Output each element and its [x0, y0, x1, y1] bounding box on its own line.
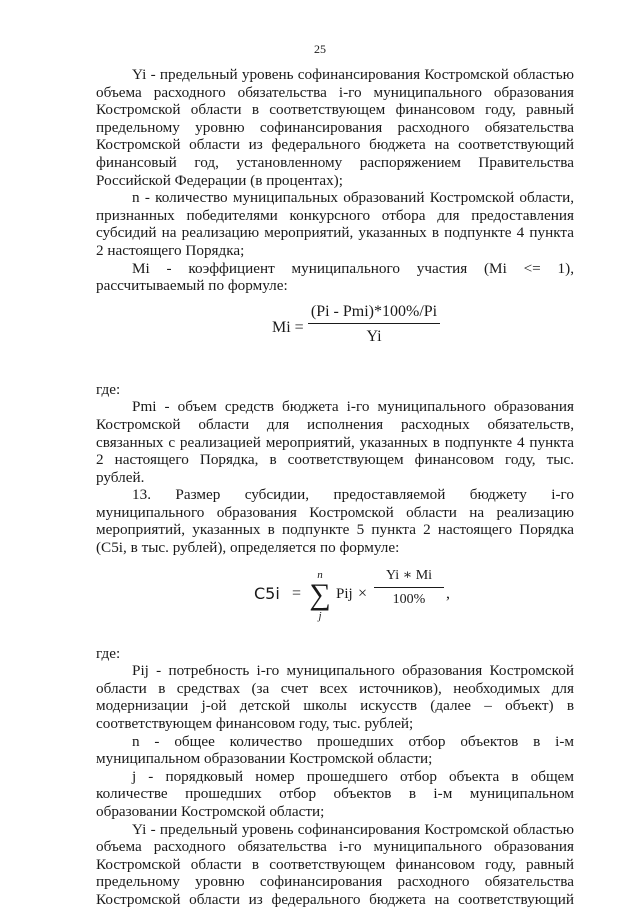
formula-c5i-term: Pij [336, 585, 353, 602]
sum-lower-limit: j [318, 609, 322, 622]
paragraph-pmi-definition: Pmi - объем средств бюджета i-го муниципального образования Костромской области для исполнения расходных обязательств, связанных с реализацией мероприятий, указанных в подпункте 4 пункта 2 настоящего Порядка, в соответствующем финансовом году, тыс. рублей. [96, 398, 574, 486]
sigma-symbol: ∑ [309, 577, 331, 611]
formula-c5i-comma: , [446, 584, 450, 602]
where-label: где: [96, 644, 121, 662]
formula-c5i-fraction [374, 567, 444, 609]
paragraph-yi-definition-repeat: Yi - предельный уровень софинансирования Костромской областью объема расходного обязательства i-го муниципального образования Костромской области в соответствующем финансовом году, равный предельному уровню софинансирования расходного обязательства Костромской области из федерального бюджета на соответствующий [96, 820, 574, 908]
formula-c5i-denominator: 100% [392, 592, 426, 608]
formula-mi-lhs: Mi = [272, 318, 304, 336]
sum-upper-limit: n [317, 568, 323, 581]
paragraph-n-count-definition: n - общее количество прошедших отбор объектов в i-м муниципальном образовании Костромской области; [96, 732, 574, 768]
page-number: 25 [314, 42, 326, 56]
formula-c5i-lhs: C5i [254, 583, 280, 603]
paragraph-item-13: 13. Размер субсидии, предоставляемой бюджету i-го муниципального образования Костромской области на реализацию мероприятий, указанных в подпункте 5 пункта 2 настоящего Порядка (C5i, в тыс. рублей), определяется по формуле: [96, 486, 574, 557]
paragraph-j-definition: j - порядковый номер прошедшего отбор объекта в общем количестве прошедших отбор объектов в i-м муниципальном образовании Костромской области; [96, 767, 574, 820]
formula-c5i [96, 559, 574, 635]
formula-c5i-equals: = [292, 584, 302, 602]
fraction-bar [374, 587, 444, 588]
where-label: где: [96, 380, 121, 398]
paragraph-yi-definition: Yi - предельный уровень софинансирования Костромской областью объема расходного обязательства i-го муниципального образования Костромской области в соответствующем финансовом году, равный предельному уровню софинансирования расходного обязательства Костромской области из федерального бюджета на соответствующий финансовый год, установленному распоряжением Правительства Российской Федерации (в процентах); [96, 66, 574, 189]
formula-mi-denominator: Yi [366, 328, 382, 346]
formula-mi-numerator: (Pi - Pmi)*100%/Pi [310, 302, 438, 320]
formula-mi [96, 299, 574, 371]
formula-c5i-numerator: Yi ∗ Mi [385, 567, 433, 583]
multiplication-sign: × [358, 584, 368, 602]
sum-operator [308, 569, 332, 623]
document-body [96, 66, 574, 909]
paragraph-mi-definition: Mi - коэффициент муниципального участия (Mi <= 1), рассчитываемый по формуле: [96, 259, 574, 295]
paragraph-n-definition: n - количество муниципальных образований Костромской области, признанных победителями конкурсного отбора для предоставления субсидий на реализацию мероприятий, указанных в подпункте 4 пункта 2 настоящего Порядка; [96, 189, 574, 259]
paragraph-pij-definition: Pij - потребность i-го муниципального образования Костромской области в средствах (за счет всех источников), необходимых для модернизации j-ой детской школы искусств (далее – объект) в соответствующем финансовом году, тыс. рублей; [96, 662, 574, 733]
formula-mi-fraction [308, 303, 440, 346]
